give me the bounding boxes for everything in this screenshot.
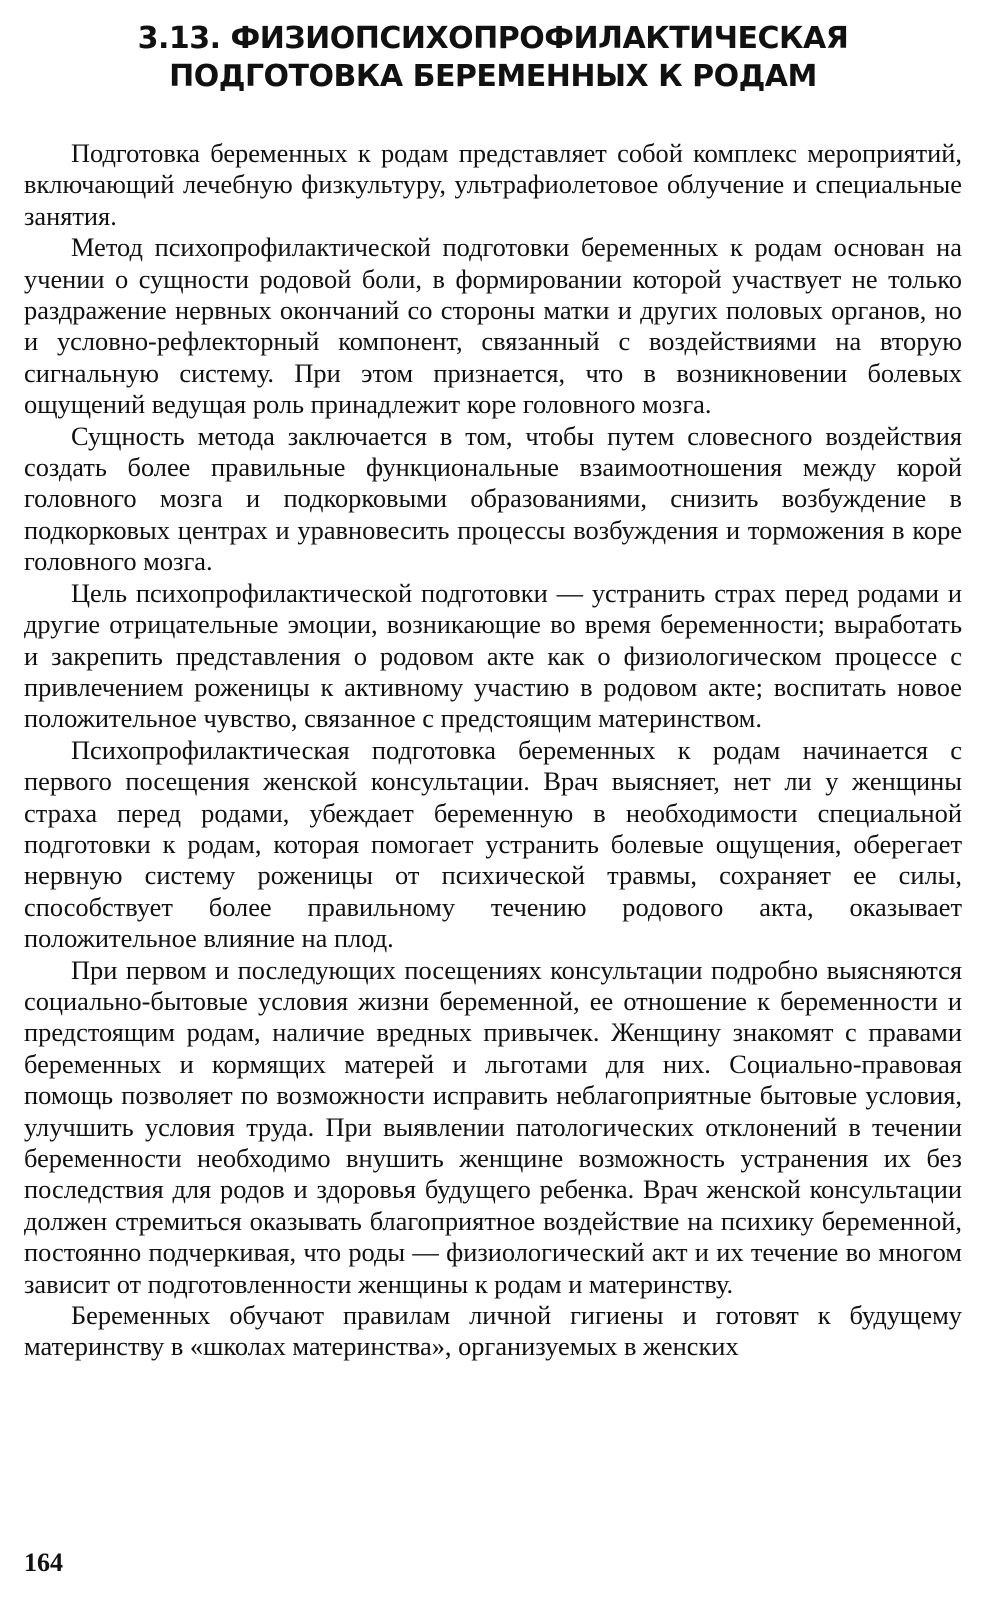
paragraph-1: Подготовка беременных к родам представляет собой комплекс мероприятий, включающий лечебную физкультуру, ультрафиолетовое облучение и специальные занятия. <box>24 138 962 231</box>
body-text <box>24 138 962 1363</box>
paragraph-3: Сущность метода заключается в том, чтобы путем словесного воздействия создать более правильные функциональные взаимоотношения между корой головного мозга и подкорковыми образованиями, снизить возбуждение в подкорковых центрах и уравновесить процессы возбуждения и торможения в коре головного мозга. <box>24 420 962 577</box>
paragraph-2: Метод психопрофилактической подготовки беременных к родам основан на учении о сущности родовой боли, в формировании которой участвует не только раздражение нервных окончаний со стороны матки и других половых органов, но и условно-рефлекторный компонент, связанный с воздействиями на вторую сигнальную систему. При этом признается, что в возникновении болевых ощущений ведущая роль принадлежит коре головного мозга. <box>24 232 962 420</box>
section-heading <box>24 20 962 96</box>
book-page <box>24 20 962 1580</box>
paragraph-6: При первом и последующих посещениях консультации подробно выясняются социально-бытовые условия жизни беременной, ее отношение к беременности и предстоящим родам, наличие вредных привычек. Женщину знакомят с правами беременных и кормящих матерей и льготами для них. Социально-правовая помощь позволяет по возможности исправить неблагоприятные бытовые условия, улучшить условия труда. При выявлении патологических отклонений в течении беременности необходимо внушить женщине возможность устранения их без последствия для родов и здоровья будущего ребенка. Врач женской консультации должен стремиться оказывать благоприятное воздействие на психику беременной, постоянно подчеркивая, что роды — физиологический акт и их течение во многом зависит от подготовленности женщины к родам и материнству. <box>24 954 962 1299</box>
section-heading-line-2: ПОДГОТОВКА БЕРЕМЕННЫХ К РОДАМ <box>169 59 817 94</box>
paragraph-7: Беременных обучают правилам личной гигиены и готовят к будущему материнству в «школах материнства», организуемых в женских <box>24 1300 962 1362</box>
section-heading-line-1: 3.13. ФИЗИОПСИХОПРОФИЛАКТИЧЕСКАЯ <box>137 21 849 56</box>
paragraph-5: Психопрофилактическая подготовка беременных к родам начинается с первого посещения женской консультации. Врач выясняет, нет ли у женщины страха перед родами, убеждает беременную в необходимости специальной подготовки к родам, которая помогает устранить болевые ощущения, оберегает нервную систему роженицы от психической травмы, сохраняет ее силы, способствует более правильному течению родового акта, оказывает положительное влияние на плод. <box>24 734 962 954</box>
page-number: 164 <box>24 1548 63 1577</box>
paragraph-4: Цель психопрофилактической подготовки — устранить страх перед родами и другие отрицательные эмоции, возникающие во время беременности; выработать и закрепить представления о родовом акте как о физиологическом процессе с привлечением роженицы к активному участию в родовом акте; воспитать новое положительное чувство, связанное с предстоящим материнством. <box>24 577 962 734</box>
